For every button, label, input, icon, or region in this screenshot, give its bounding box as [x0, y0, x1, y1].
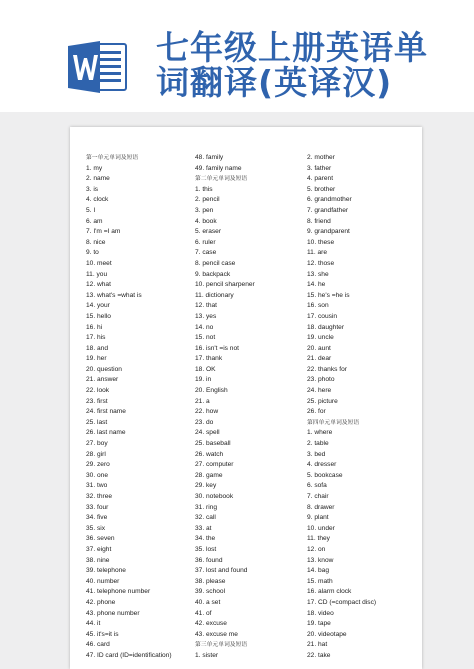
word-entry: 19. in	[195, 376, 212, 384]
word-entry: 22. thanks for	[307, 365, 347, 373]
word-entry: 23. do	[195, 418, 214, 426]
word-entry: 34. five	[86, 514, 108, 522]
word-entry: 10. under	[307, 524, 335, 532]
word-entry: 22. how	[195, 408, 219, 416]
word-entry: 25. baseball	[195, 440, 231, 448]
word-entry: 13. she	[307, 270, 329, 278]
unit-heading: 第二单元单词及短语	[195, 176, 248, 183]
word-entry: 27. boy	[86, 440, 108, 448]
word-entry: 27. computer	[195, 461, 234, 469]
word-entry: 5. bookcase	[307, 471, 343, 479]
word-entry: 4. clock	[86, 196, 109, 204]
word-entry: 39. telephone	[86, 567, 126, 575]
word-entry: 1. sister	[195, 651, 219, 659]
word-entry: 20. videotape	[307, 630, 347, 638]
word-entry: 7. chair	[307, 493, 329, 500]
word-entry: 5. I	[86, 206, 96, 214]
word-entry: 47. ID card (ID=identification)	[86, 651, 172, 659]
word-entry: 42. excuse	[195, 620, 227, 628]
word-entry: 21. hat	[307, 641, 328, 649]
word-entry: 5. eraser	[195, 228, 222, 236]
word-entry: 24. here	[307, 387, 332, 395]
word-entry: 25. last	[86, 418, 108, 426]
word-entry: 42. phone	[86, 598, 116, 606]
word-entry: 2. table	[307, 440, 329, 448]
word-entry: 36. seven	[86, 535, 115, 543]
word-entry: 33. four	[86, 503, 109, 511]
word-entry: 24. spell	[195, 429, 220, 437]
word-entry: 11. you	[86, 270, 108, 278]
word-entry: 28. girl	[86, 450, 106, 458]
word-entry: 3. father	[307, 164, 332, 172]
word-entry: 26. watch	[195, 450, 224, 458]
word-entry: 9. plant	[307, 514, 329, 522]
word-entry: 12. those	[307, 259, 335, 267]
word-entry: 15. he's =he is	[307, 291, 350, 299]
word-entry: 38. please	[195, 577, 226, 585]
word-entry: 41. telephone number	[86, 588, 151, 596]
word-entry: 20. question	[86, 365, 122, 373]
word-entry: 29. zero	[86, 461, 110, 469]
word-entry: 1. my	[86, 164, 103, 172]
word-entry: 19. tape	[307, 620, 331, 628]
word-entry: 44. it	[86, 620, 101, 628]
word-entry: 4. parent	[307, 175, 334, 183]
word-entry: 11. are	[307, 249, 328, 257]
document-header	[0, 0, 474, 112]
word-entry: 18. daughter	[307, 323, 345, 331]
word-entry: 12. on	[307, 545, 326, 553]
word-entry: 26. last name	[86, 429, 126, 437]
word-entry: 13. yes	[195, 312, 217, 320]
word-document-icon	[66, 40, 128, 94]
title-line-1: 七年级上册英语单	[156, 28, 428, 67]
document-page	[70, 127, 422, 669]
word-entry: 15. not	[195, 334, 216, 342]
word-entry: 2. pencil	[195, 196, 220, 204]
word-entry: 37. eight	[86, 545, 112, 553]
word-entry: 17. CD (=compact disc)	[307, 598, 377, 606]
word-entry: 5. brother	[307, 185, 336, 193]
word-entry: 3. pen	[195, 206, 214, 214]
word-entry: 32. call	[195, 514, 216, 522]
word-entry: 13. know	[307, 556, 334, 564]
word-entry: 20. English	[195, 387, 228, 395]
word-entry: 21. answer	[86, 376, 119, 384]
word-entry: 14. your	[86, 302, 110, 310]
word-entry: 31. two	[86, 482, 108, 490]
document-title	[156, 30, 456, 100]
word-entry: 9. grandparent	[307, 228, 350, 236]
word-entry: 29. key	[195, 482, 217, 490]
word-entry: 3. bed	[307, 450, 326, 458]
word-entry: 26. for	[307, 408, 326, 416]
word-entry: 7. grandfather	[307, 206, 349, 214]
word-entry: 6. ruler	[195, 238, 216, 246]
word-entry: 40. number	[86, 577, 120, 585]
word-entry: 30. one	[86, 471, 108, 479]
word-entry: 36. found	[195, 556, 223, 564]
word-entry: 9. backpack	[195, 270, 231, 278]
word-entry: 13. what's =what is	[86, 291, 142, 299]
word-entry: 31. ring	[195, 503, 217, 511]
word-entry: 8. drawer	[307, 503, 335, 511]
word-entry: 16. son	[307, 302, 329, 310]
word-entry: 22. take	[307, 651, 331, 659]
word-entry: 35. six	[86, 524, 106, 532]
word-column-2	[195, 153, 310, 662]
word-entry: 10. meet	[86, 259, 112, 267]
word-column-1	[86, 153, 196, 662]
word-entry: 24. first name	[86, 408, 126, 416]
word-entry: 7. case	[195, 249, 217, 257]
word-entry: 21. dear	[307, 355, 332, 363]
word-entry: 39. school	[195, 588, 226, 596]
word-entry: 4. book	[195, 217, 217, 225]
word-entry: 11. they	[307, 535, 330, 543]
word-entry: 43. excuse me	[195, 630, 238, 638]
word-entry: 21. a	[195, 397, 210, 405]
word-entry: 1. where	[307, 429, 333, 437]
word-entry: 25. picture	[307, 397, 338, 405]
word-entry: 2. mother	[307, 154, 335, 161]
word-entry: 38. nine	[86, 556, 110, 564]
word-entry: 16. hi	[86, 323, 103, 331]
word-entry: 11. dictionary	[195, 291, 234, 299]
word-entry: 43. phone number	[86, 609, 140, 617]
word-entry: 14. he	[307, 281, 326, 289]
word-entry: 33. at	[195, 524, 212, 532]
word-entry: 41. of	[195, 609, 212, 617]
word-entry: 9. to	[86, 249, 99, 257]
word-entry: 18. video	[307, 609, 334, 617]
word-entry: 22. look	[86, 387, 110, 395]
word-entry: 6. am	[86, 217, 103, 225]
word-entry: 19. uncle	[307, 334, 334, 342]
word-entry: 34. the	[195, 535, 216, 543]
word-entry: 15. hello	[86, 312, 111, 320]
word-entry: 20. aunt	[307, 344, 331, 352]
word-entry: 4. dresser	[307, 461, 337, 469]
word-entry: 16. isn't =is not	[195, 344, 239, 352]
word-entry: 45. it's=it is	[86, 630, 119, 638]
word-entry: 7. I'm =I am	[86, 228, 121, 236]
word-entry: 16. alarm clock	[307, 588, 352, 596]
word-entry: 8. friend	[307, 217, 331, 225]
word-entry: 32. three	[86, 493, 113, 500]
word-entry: 8. pencil case	[195, 259, 236, 267]
word-entry: 46. card	[86, 641, 110, 649]
word-entry: 48. family	[195, 154, 224, 161]
word-entry: 17. his	[86, 334, 106, 342]
unit-heading: 第三单元单词及短语	[195, 642, 248, 649]
word-entry: 8. nice	[86, 238, 106, 246]
word-entry: 10. pencil sharpener	[195, 281, 255, 289]
word-entry: 49. family name	[195, 164, 242, 172]
word-entry: 18. and	[86, 344, 108, 352]
word-column-3	[307, 153, 417, 662]
word-entry: 23. photo	[307, 376, 335, 384]
word-entry: 37. lost and found	[195, 567, 248, 575]
word-entry: 6. grandmother	[307, 196, 352, 204]
word-entry: 10. these	[307, 238, 335, 246]
word-entry: 12. what	[86, 281, 111, 289]
title-line-2: 词翻译(英译汉)	[156, 63, 393, 102]
word-entry: 23. first	[86, 397, 108, 405]
word-entry: 17. cousin	[307, 312, 338, 320]
word-entry: 14. bag	[307, 567, 329, 575]
word-entry: 40. a set	[195, 598, 221, 606]
word-entry: 1. this	[195, 185, 213, 193]
word-entry: 30. notebook	[195, 493, 234, 500]
word-entry: 14. no	[195, 323, 214, 331]
word-entry: 6. sofa	[307, 482, 327, 490]
unit-heading: 第一单元单词及短语	[86, 155, 139, 161]
unit-heading: 第四单元单词及短语	[307, 419, 360, 426]
word-entry: 35. lost	[195, 545, 217, 553]
word-entry: 19. her	[86, 355, 107, 363]
word-entry: 3. is	[86, 185, 99, 193]
word-entry: 15. math	[307, 577, 333, 585]
word-entry: 17. thank	[195, 355, 223, 363]
word-entry: 12. that	[195, 302, 217, 310]
word-entry: 2. name	[86, 175, 110, 183]
word-entry: 18. OK	[195, 365, 216, 373]
word-entry: 28. game	[195, 471, 223, 479]
